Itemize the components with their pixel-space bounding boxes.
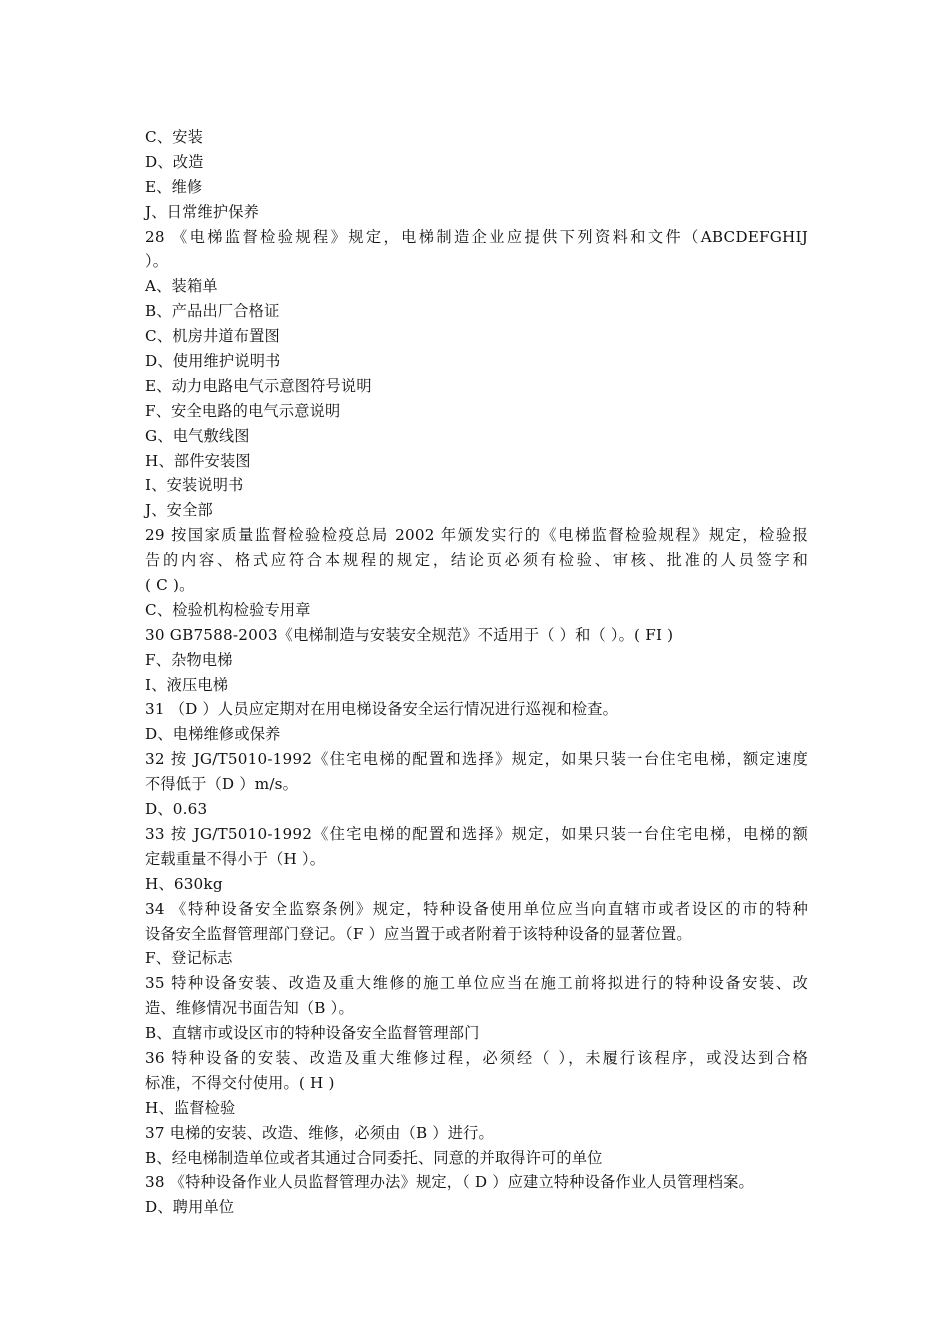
option-line: G、电气敷线图 — [145, 426, 250, 445]
question-32-line-2: 不得低于（D ）m/s。 — [145, 775, 299, 794]
answer-line: D、聘用单位 — [145, 1198, 235, 1217]
question-32-line-1: 32 按 JG/T5010-1992《住宅电梯的配置和选择》规定，如果只装一台住宅电梯，额定速度 — [145, 750, 808, 769]
question-36-line-1: 36 特种设备的安装、改造及重大维修过程，必须经（ ），未履行该程序，或没达到合格 — [145, 1048, 808, 1067]
question-34-line-1: 34 《特种设备安全监察条例》规定，特种设备使用单位应当向直辖市或者设区的市的特种 — [145, 899, 808, 918]
question-37: 37 电梯的安装、改造、维修，必须由（B ）进行。 — [145, 1123, 494, 1142]
option-line: E、动力电路电气示意图符号说明 — [145, 376, 372, 395]
option-line: C、机房井道布置图 — [145, 327, 280, 346]
option-line: H、部件安装图 — [145, 451, 251, 470]
answer-line: B、直辖市或设区市的特种设备安全监督管理部门 — [145, 1024, 480, 1043]
question-31: 31 （D ）人员应定期对在用电梯设备安全运行情况进行巡视和检查。 — [145, 700, 619, 719]
question-33-line-2: 定载重量不得小于（H ）。 — [145, 849, 326, 868]
answer-line: C、检验机构检验专用章 — [145, 600, 311, 619]
option-line: A、装箱单 — [145, 277, 218, 296]
answer-line: H、630kg — [145, 874, 223, 893]
question-28-line-1: 28 《电梯监督检验规程》规定，电梯制造企业应提供下列资料和文件（ABCDEFGHIJ — [145, 227, 808, 246]
question-29-line-2: 告的内容、格式应符合本规程的规定，结论页必须有检验、审核、批准的人员签字和 — [145, 551, 808, 570]
answer-line: I、液压电梯 — [145, 675, 229, 694]
option-line: I、安装说明书 — [145, 476, 244, 495]
question-33-line-1: 33 按 JG/T5010-1992《住宅电梯的配置和选择》规定，如果只装一台住宅电梯，电梯的额 — [145, 824, 808, 843]
question-36-line-2: 标准，不得交付使用。( H ) — [145, 1073, 335, 1092]
question-35-line-1: 35 特种设备安装、改造及重大维修的施工单位应当在施工前将拟进行的特种设备安装、改 — [145, 974, 808, 993]
question-38: 38 《特种设备作业人员监督管理办法》规定，（ D ）应建立特种设备作业人员管理档案。 — [145, 1173, 754, 1192]
question-29-line-3: ( C )。 — [145, 576, 195, 595]
answer-line: H、监督检验 — [145, 1098, 236, 1117]
answer-line: B、经电梯制造单位或者其通过合同委托、同意的并取得许可的单位 — [145, 1148, 603, 1167]
question-34-line-2: 设备安全监督管理部门登记。（F ）应当置于或者附着于该特种设备的显著位置。 — [145, 924, 692, 943]
question-35-line-2: 造、维修情况书面告知（B ）。 — [145, 999, 354, 1018]
option-line: D、使用维护说明书 — [145, 352, 281, 371]
document-body — [145, 125, 808, 1220]
option-line: D、改造 — [145, 152, 204, 171]
answer-line: F、登记标志 — [145, 949, 233, 968]
option-line: E、维修 — [145, 177, 203, 196]
answer-line: F、杂物电梯 — [145, 650, 233, 669]
question-29-line-1: 29 按国家质量监督检验检疫总局 2002 年颁发实行的《电梯监督检验规程》规定，检验报 — [145, 526, 808, 545]
question-30: 30 GB7588-2003《电梯制造与安装安全规范》不适用于（ ）和（ ）。( FI ) — [145, 625, 674, 644]
option-line: B、产品出厂合格证 — [145, 302, 280, 321]
option-line: J、日常维护保养 — [145, 202, 260, 221]
answer-line: D、0.63 — [145, 800, 208, 819]
option-line: J、安全部 — [145, 501, 213, 520]
option-line: F、安全电路的电气示意说明 — [145, 401, 341, 420]
option-line: C、安装 — [145, 128, 203, 146]
answer-line: D、电梯维修或保养 — [145, 725, 281, 744]
question-28-line-2: ）。 — [145, 252, 169, 271]
